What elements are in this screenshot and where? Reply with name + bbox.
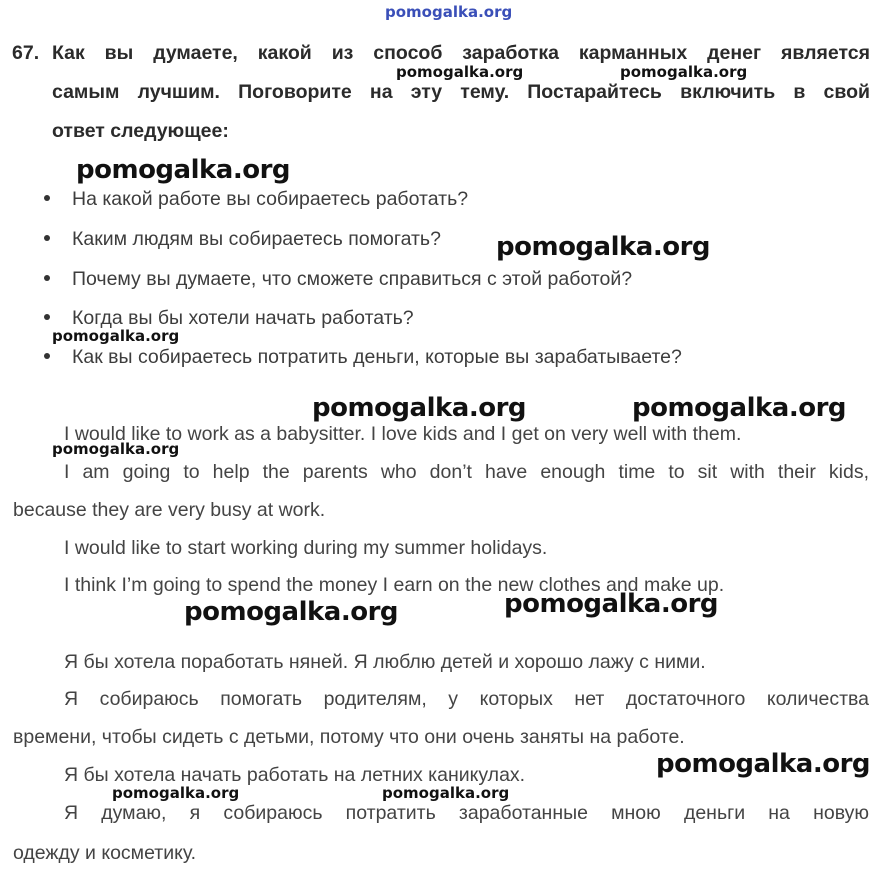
task-line-2: самым лучшим. Поговорите на эту тему. Постарайтесь включить в свой	[52, 81, 870, 103]
watermark: pomogalka.org	[504, 589, 719, 619]
bullet-dot-icon	[44, 235, 50, 241]
bullet-item	[44, 188, 468, 211]
bullet-text: Когда вы бы хотели начать работать?	[72, 307, 414, 329]
bullet-text: Как вы собираетесь потратить деньги, которые вы зарабатываете?	[72, 346, 682, 368]
watermark: pomogalka.org	[656, 749, 871, 779]
watermark: pomogalka.org	[396, 63, 524, 81]
english-line-3: because they are very busy at work.	[13, 499, 326, 521]
watermark: pomogalka.org	[76, 155, 291, 185]
english-line-5: I think I’m going to spend the money I earn on the new clothes and make up.	[64, 574, 725, 596]
bullet-dot-icon	[44, 353, 50, 359]
watermark: pomogalka.org	[632, 393, 847, 423]
english-line-2: I am going to help the parents who don’t have enough time to sit with their kids,	[64, 461, 869, 483]
bullet-dot-icon	[44, 275, 50, 281]
russian-line-6: одежду и косметику.	[13, 842, 197, 864]
bullet-item	[44, 228, 441, 251]
watermark: pomogalka.org	[184, 597, 399, 627]
watermark: pomogalka.org	[52, 440, 180, 458]
task-number: 67.	[12, 42, 40, 64]
watermark: pomogalka.org	[112, 784, 240, 802]
bullet-text: Почему вы думаете, что сможете справиться с этой работой?	[72, 268, 633, 290]
russian-line-5: Я думаю, я собираюсь потратить заработанные мною деньги на новую	[64, 802, 869, 824]
bullet-dot-icon	[44, 195, 50, 201]
task-line-3: ответ следующее:	[52, 120, 229, 142]
bullet-item	[44, 346, 682, 369]
russian-line-1: Я бы хотела поработать няней. Я люблю детей и хорошо лажу с ними.	[64, 651, 706, 673]
watermark: pomogalka.org	[382, 784, 510, 802]
bullet-item	[44, 268, 632, 291]
task-line-1: Как вы думаете, какой из способ заработка карманных денег является	[52, 42, 870, 64]
bullet-text: На какой работе вы собираетесь работать?	[72, 188, 469, 210]
russian-line-3: времени, чтобы сидеть с детьми, потому что они очень заняты на работе.	[13, 726, 685, 748]
russian-line-4: Я бы хотела начать работать на летних каникулах.	[64, 764, 526, 786]
watermark: pomogalka.org	[620, 63, 748, 81]
bullet-text: Каким людям вы собираетесь помогать?	[72, 228, 441, 250]
watermark-top: pomogalka.org	[385, 3, 513, 21]
watermark: pomogalka.org	[52, 327, 180, 345]
english-line-4: I would like to start working during my summer holidays.	[64, 537, 548, 559]
russian-line-2: Я собираюсь помогать родителям, у которых нет достаточного количества	[64, 688, 869, 710]
watermark: pomogalka.org	[312, 393, 527, 423]
bullet-dot-icon	[44, 314, 50, 320]
watermark: pomogalka.org	[496, 232, 711, 262]
english-line-1: I would like to work as a babysitter. I love kids and I get on very well with them.	[64, 423, 742, 445]
